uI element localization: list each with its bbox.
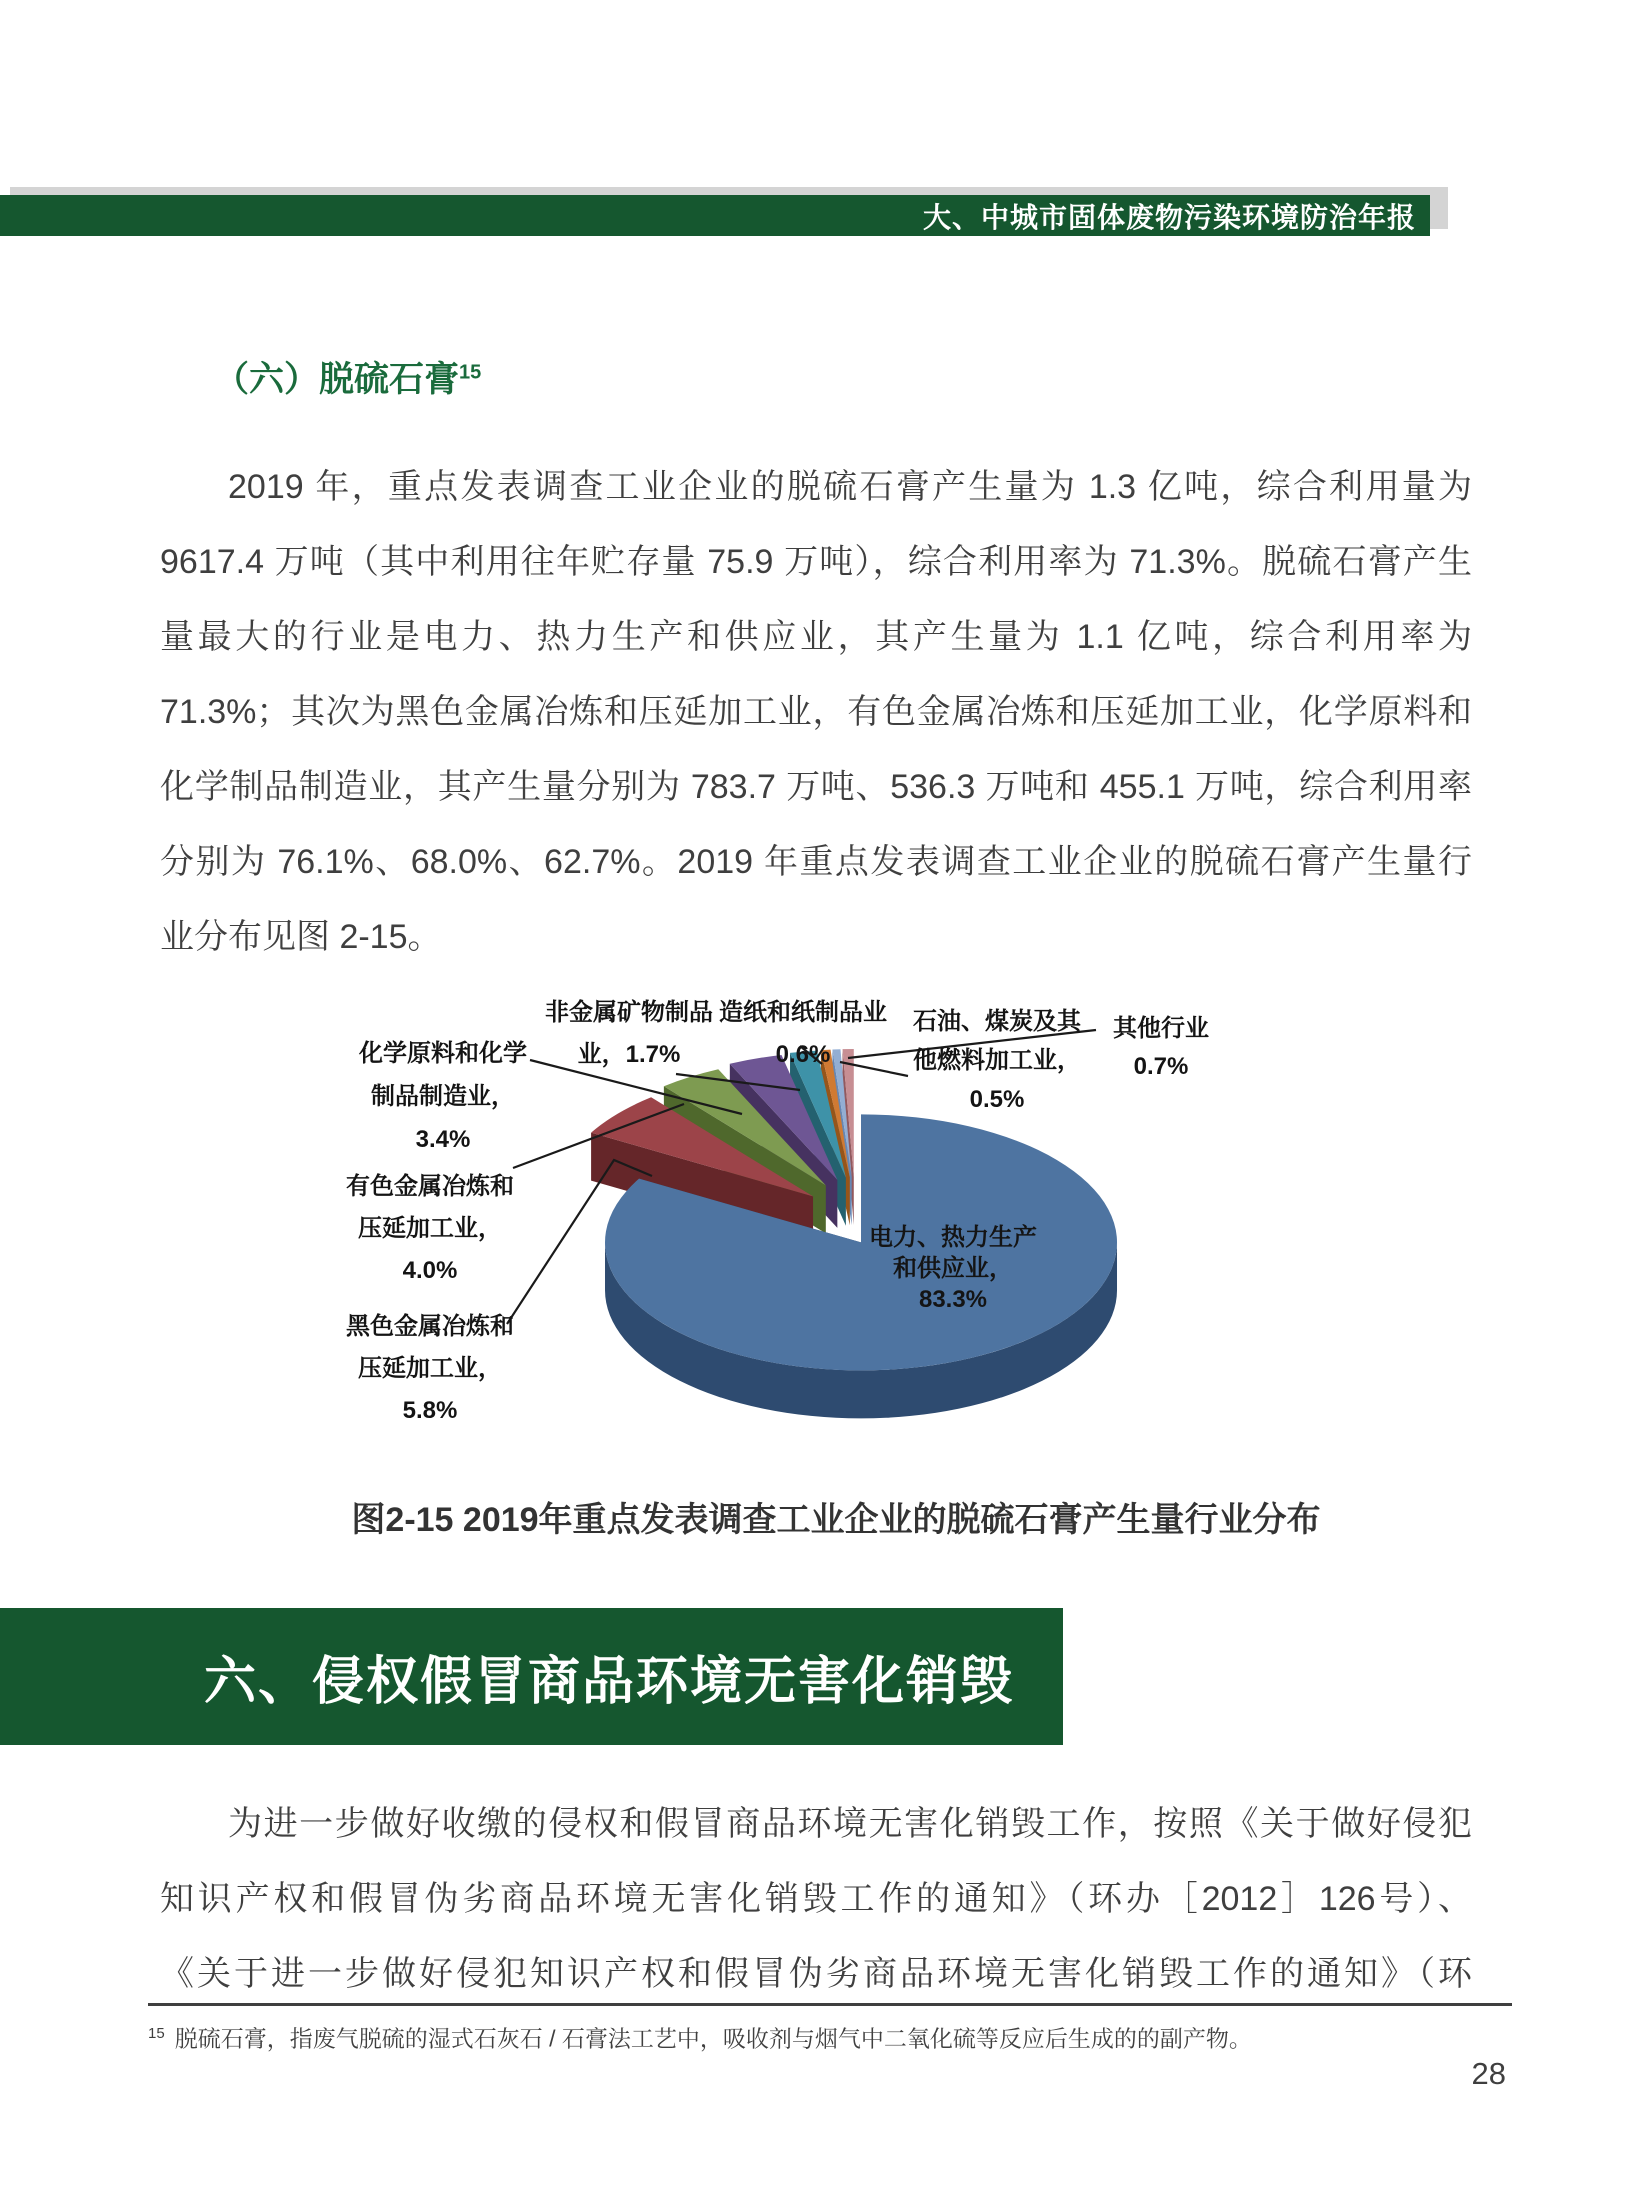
pie-slice-label-line: 压延加工业， — [358, 1215, 502, 1242]
header-bar — [0, 195, 1430, 236]
footnote-divider — [148, 2003, 1512, 2006]
footnote-number: 15 — [148, 2025, 165, 2042]
figure-caption: 图2-15 2019年重点发表调查工业企业的脱硫石膏产生量行业分布 — [351, 1501, 1321, 1539]
pie-chart-figure — [0, 975, 1632, 1480]
text-line: 71.3%；其次为黑色金属冶炼和压延加工业，有色金属冶炼和压延加工业，化学原料和 — [160, 693, 1472, 731]
text-line: 分别为 76.1%、68.0%、62.7%。2019 年重点发表调查工业企业的脱硫石膏产生量行 — [160, 843, 1472, 881]
paragraph-1 — [160, 450, 1472, 975]
pie-slice-label-line: 0.6% — [775, 1041, 831, 1068]
pie-slice-label-line: 化学原料和化学 — [359, 1040, 527, 1067]
pie-slice-label-line: 电力、热力生产 — [869, 1224, 1037, 1251]
text-line: 9617.4 万吨（其中利用往年贮存量 75.9 万吨），综合利用率为 71.3%。脱硫石膏产生 — [160, 543, 1472, 581]
pie-3d-graphic — [0, 975, 1632, 1480]
pie-slice-label-line: 3.4% — [415, 1126, 471, 1153]
footnote — [148, 2016, 1478, 2057]
header-title: 大、中城市固体废物污染环境防治年报 — [922, 201, 1416, 233]
pie-slice-label-line: 和供应业， — [893, 1255, 1013, 1282]
pie-slice-label-line: 业，1.7% — [577, 1041, 681, 1068]
pie-slice-label-line: 83.3% — [918, 1286, 988, 1313]
banner-title: 六、侵权假冒商品环境无害化销毁 — [204, 1653, 1015, 1711]
pie-slice-label-line: 有色金属冶炼和 — [346, 1173, 514, 1200]
section-banner — [0, 1608, 1063, 1745]
pie-slice-label-line: 石油、煤炭及其 — [913, 1008, 1081, 1035]
pie-slice-label-line: 4.0% — [402, 1257, 458, 1284]
text-line: 业分布见图 2-15。 — [160, 918, 442, 956]
section-heading — [214, 352, 481, 402]
paragraph-2 — [160, 1787, 1472, 2012]
page-number: 28 — [1471, 2056, 1506, 2091]
footnote-text: 脱硫石膏，指废气脱硫的湿式石灰石 / 石膏法工艺中，吸收剂与烟气中二氧化硫等反应后生成的的副产物。 — [174, 2025, 1252, 2052]
text-line: 量最大的行业是电力、热力生产和供应业，其产生量为 1.1 亿吨，综合利用率为 — [160, 618, 1472, 656]
section-heading-footnote-ref: 15 — [459, 361, 482, 384]
pie-slice-label-line: 黑色金属冶炼和 — [346, 1313, 514, 1340]
pie-slice-label-line: 5.8% — [402, 1397, 458, 1424]
pie-slice-label-line: 其他行业 — [1113, 1015, 1209, 1042]
pie-slice-label-line: 制品制造业， — [371, 1083, 515, 1110]
pie-slice-label-line: 压延加工业， — [358, 1355, 502, 1382]
text-line: 2019 年，重点发表调查工业企业的脱硫石膏产生量为 1.3 亿吨，综合利用量为 — [228, 468, 1472, 506]
pie-slice-label-line: 他燃料加工业， — [913, 1047, 1081, 1074]
text-line: 《关于进一步做好侵犯知识产权和假冒伪劣商品环境无害化销毁工作的通知》（环 — [160, 1955, 1472, 1993]
text-line: 化学制品制造业，其产生量分别为 783.7 万吨、536.3 万吨和 455.1 万吨，综合利用率 — [160, 768, 1472, 806]
text-line: 知识产权和假冒伪劣商品环境无害化销毁工作的通知》（环办［2012］126号）、 — [160, 1880, 1472, 1918]
pie-slice-label-line: 0.7% — [1133, 1053, 1189, 1080]
text-line: 为进一步做好收缴的侵权和假冒商品环境无害化销毁工作，按照《关于做好侵犯 — [228, 1805, 1472, 1843]
pie-slice-label-line: 非金属矿物制品 — [545, 999, 713, 1026]
section-heading-text: （六）脱硫石膏 — [214, 360, 460, 399]
pie-slice-label-line: 造纸和纸制品业 — [719, 999, 887, 1026]
pie-slice-label-line: 0.5% — [969, 1086, 1025, 1113]
